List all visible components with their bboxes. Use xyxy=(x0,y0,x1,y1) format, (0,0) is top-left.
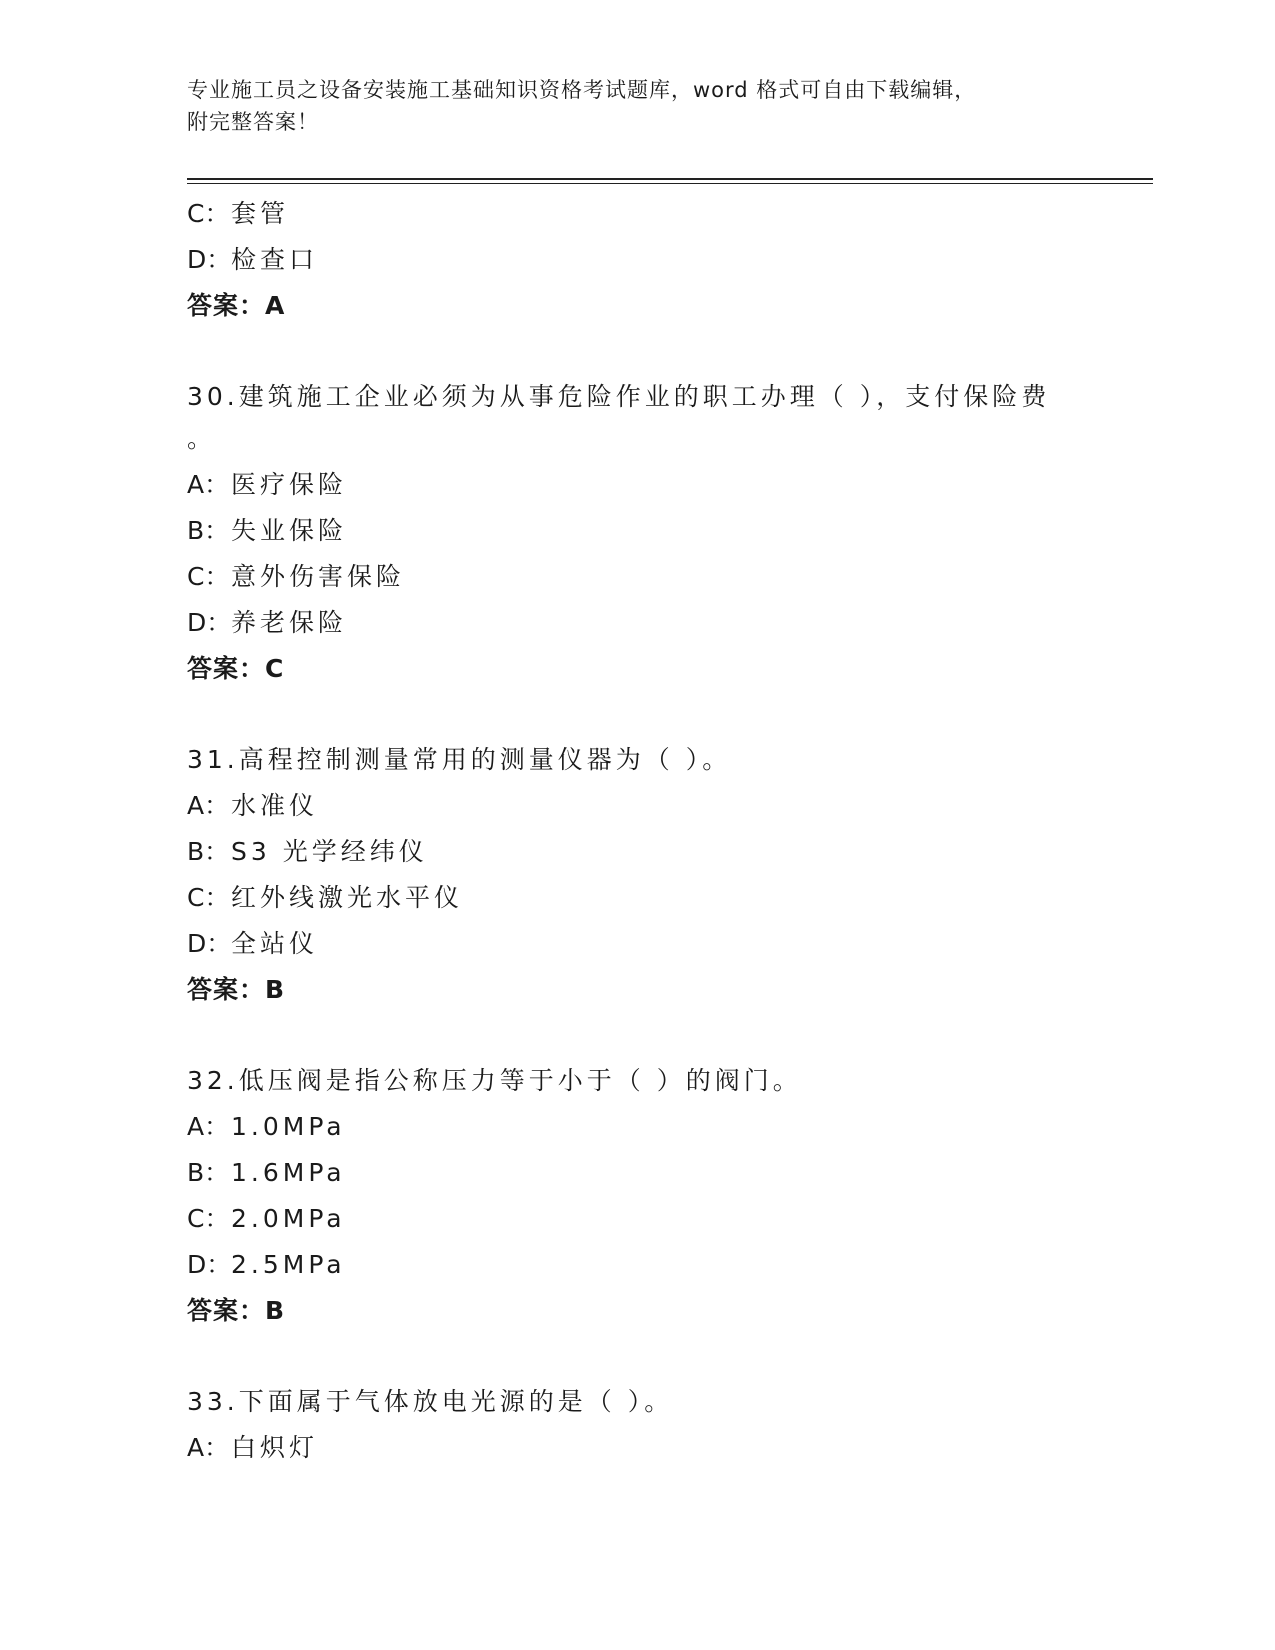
option-d xyxy=(187,1242,1087,1288)
option-key: C： xyxy=(187,883,230,912)
option-text: 检查口 xyxy=(231,245,319,274)
option-text: 水准仪 xyxy=(231,791,319,820)
option-key: D： xyxy=(187,245,232,274)
option-text: 失业保险 xyxy=(231,516,348,545)
header-line-1: 专业施工员之设备安装施工基础知识资格考试题库，word 格式可自由下载编辑， xyxy=(187,78,977,102)
option-key: A： xyxy=(187,1112,230,1141)
option-key: B： xyxy=(187,516,230,545)
option-c xyxy=(187,1196,1087,1242)
option-d xyxy=(187,237,1087,283)
option-key: A： xyxy=(187,470,230,499)
option-key: A： xyxy=(187,791,230,820)
option-key: D： xyxy=(187,1250,232,1279)
header-line-2: 附完整答案！ xyxy=(187,110,319,134)
question-stem: 31.高程控制测量常用的测量仪器为（ ）。 xyxy=(187,745,732,774)
option-text: 2.5MPa xyxy=(231,1250,346,1279)
answer-line: 答案：C xyxy=(187,654,285,683)
question-29-tail xyxy=(187,191,1087,329)
option-text: 1.6MPa xyxy=(231,1158,346,1187)
option-text: 红外线激光水平仪 xyxy=(231,883,464,912)
option-a xyxy=(187,783,1087,829)
option-key: B： xyxy=(187,837,230,866)
option-key: D： xyxy=(187,608,232,637)
header-divider-thick xyxy=(187,178,1153,180)
option-c xyxy=(187,554,1087,600)
option-key: D： xyxy=(187,929,232,958)
option-a xyxy=(187,462,1087,508)
option-text: S3 光学经纬仪 xyxy=(231,837,428,866)
option-c xyxy=(187,875,1087,921)
option-text: 套管 xyxy=(231,199,290,228)
option-text: 养老保险 xyxy=(231,608,348,637)
answer-line: 答案：B xyxy=(187,1296,286,1325)
option-text: 2.0MPa xyxy=(231,1204,346,1233)
option-a xyxy=(187,1425,1087,1471)
option-text: 白炽灯 xyxy=(231,1433,319,1462)
question-33 xyxy=(187,1379,1087,1471)
document-header xyxy=(187,74,1087,138)
header-divider-thin xyxy=(187,183,1153,184)
option-key: A： xyxy=(187,1433,230,1462)
option-c xyxy=(187,191,1087,237)
option-text: 1.0MPa xyxy=(231,1112,346,1141)
question-stem: 30.建筑施工企业必须为从事危险作业的职工办理（ ），支付保险费 xyxy=(187,382,1051,411)
answer-line: 答案：B xyxy=(187,975,286,1004)
question-31 xyxy=(187,737,1087,1013)
option-d xyxy=(187,921,1087,967)
option-key: B： xyxy=(187,1158,230,1187)
question-32 xyxy=(187,1058,1087,1334)
option-text: 医疗保险 xyxy=(231,470,348,499)
answer-line: 答案：A xyxy=(187,291,286,320)
question-30 xyxy=(187,374,1087,692)
question-stem: 32.低压阀是指公称压力等于小于（ ）的阀门。 xyxy=(187,1066,802,1095)
option-a xyxy=(187,1104,1087,1150)
option-text: 全站仪 xyxy=(231,929,319,958)
question-list xyxy=(187,191,1087,1471)
option-d xyxy=(187,600,1087,646)
option-key: C： xyxy=(187,199,230,228)
option-b xyxy=(187,829,1087,875)
option-b xyxy=(187,508,1087,554)
question-stem-continued: 。 xyxy=(187,424,217,453)
option-key: C： xyxy=(187,1204,230,1233)
question-stem: 33.下面属于气体放电光源的是（ ）。 xyxy=(187,1387,674,1416)
option-b xyxy=(187,1150,1087,1196)
option-key: C： xyxy=(187,562,230,591)
option-text: 意外伤害保险 xyxy=(231,562,406,591)
